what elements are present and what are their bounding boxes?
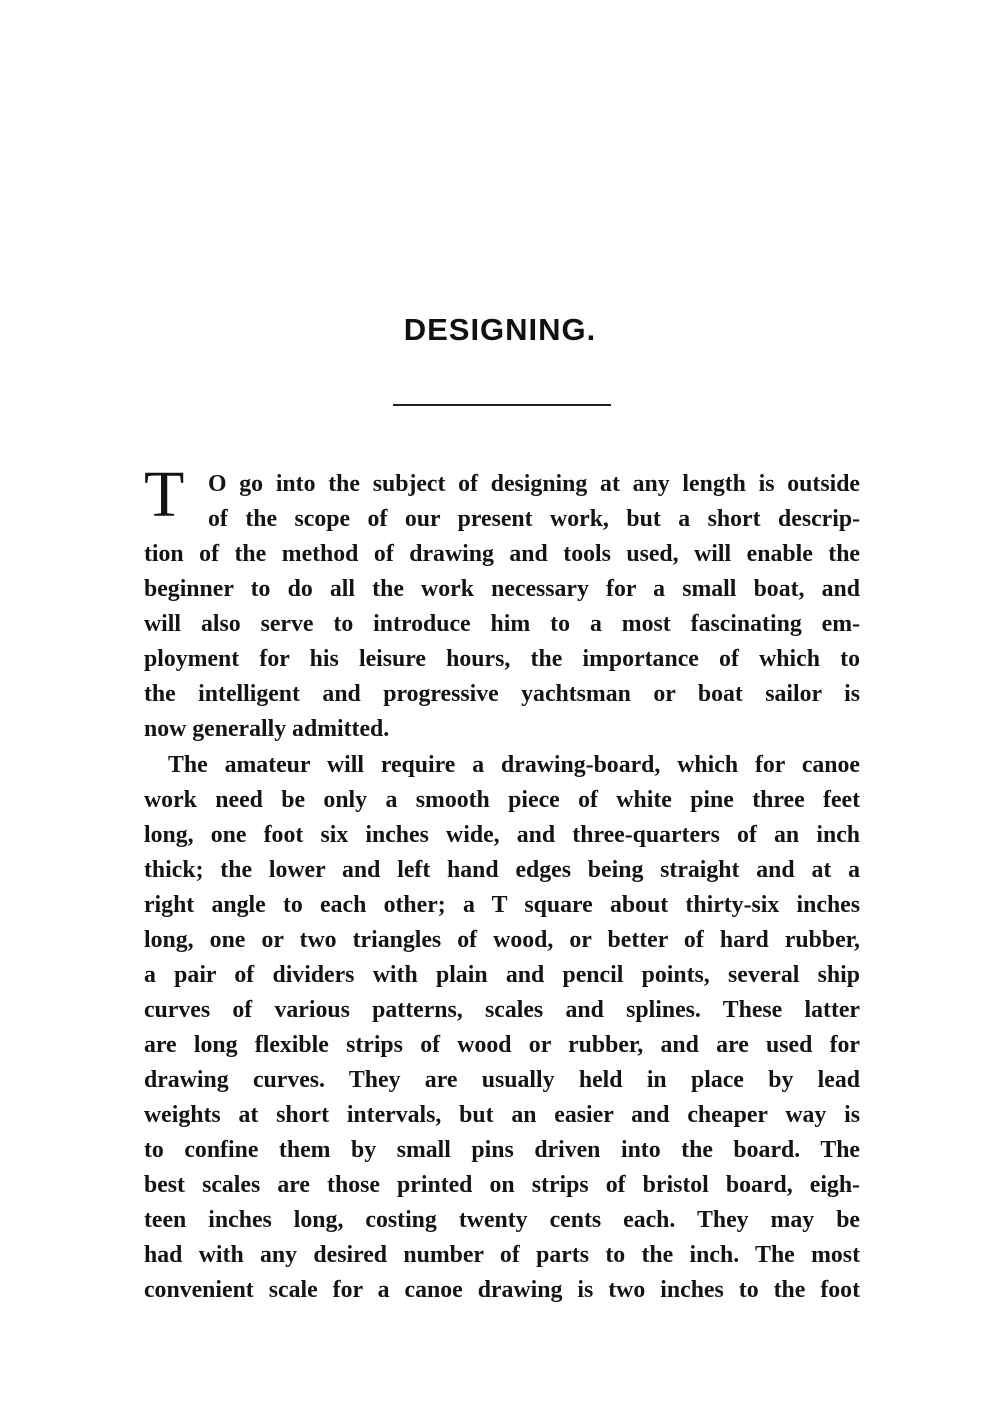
- title-divider: [393, 404, 611, 406]
- text-line: O go into the subject of designing at any length is outside: [208, 471, 860, 497]
- text-line: right angle to each other; a T square about thirty-six inches: [144, 892, 860, 918]
- text-line: a pair of dividers with plain and pencil points, several ship: [144, 962, 860, 988]
- text-line: curves of various patterns, scales and splines. These latter: [144, 997, 860, 1023]
- text-line: the intelligent and progressive yachtsman or boat sailor is: [144, 681, 860, 707]
- text-line: now generally admitted.: [144, 716, 390, 742]
- text-line: work need be only a smooth piece of white pine three feet: [144, 787, 860, 813]
- text-line: The amateur will require a drawing-board, which for canoe: [168, 752, 860, 778]
- text-line: long, one or two triangles of wood, or better of hard rubber,: [144, 927, 860, 953]
- text-line: best scales are those printed on strips of bristol board, eigh-: [144, 1172, 860, 1198]
- text-line: beginner to do all the work necessary for a small boat, and: [144, 576, 860, 602]
- text-line: ployment for his leisure hours, the importance of which to: [144, 646, 860, 672]
- text-line: convenient scale for a canoe drawing is two inches to the foot: [144, 1277, 860, 1303]
- text-line: had with any desired number of parts to the inch. The most: [144, 1242, 860, 1268]
- text-line: to confine them by small pins driven into the board. The: [144, 1137, 860, 1163]
- text-line: will also serve to introduce him to a most fascinating em-: [144, 611, 860, 637]
- text-line: teen inches long, costing twenty cents each. They may be: [144, 1207, 860, 1233]
- paragraph-2: [144, 748, 860, 1308]
- text-line: are long flexible strips of wood or rubber, and are used for: [144, 1032, 860, 1058]
- drop-cap: T: [144, 458, 185, 531]
- text-line: drawing curves. They are usually held in place by lead: [144, 1067, 860, 1093]
- text-line: tion of the method of drawing and tools used, will enable the: [144, 541, 860, 567]
- text-line: long, one foot six inches wide, and three-quarters of an inch: [144, 822, 860, 848]
- paragraph-1: [144, 467, 860, 747]
- text-line: of the scope of our present work, but a short descrip-: [208, 506, 860, 532]
- chapter-title: DESIGNING.: [403, 312, 597, 347]
- text-line: weights at short intervals, but an easier and cheaper way is: [144, 1102, 860, 1128]
- text-line: thick; the lower and left hand edges being straight and at a: [144, 857, 860, 883]
